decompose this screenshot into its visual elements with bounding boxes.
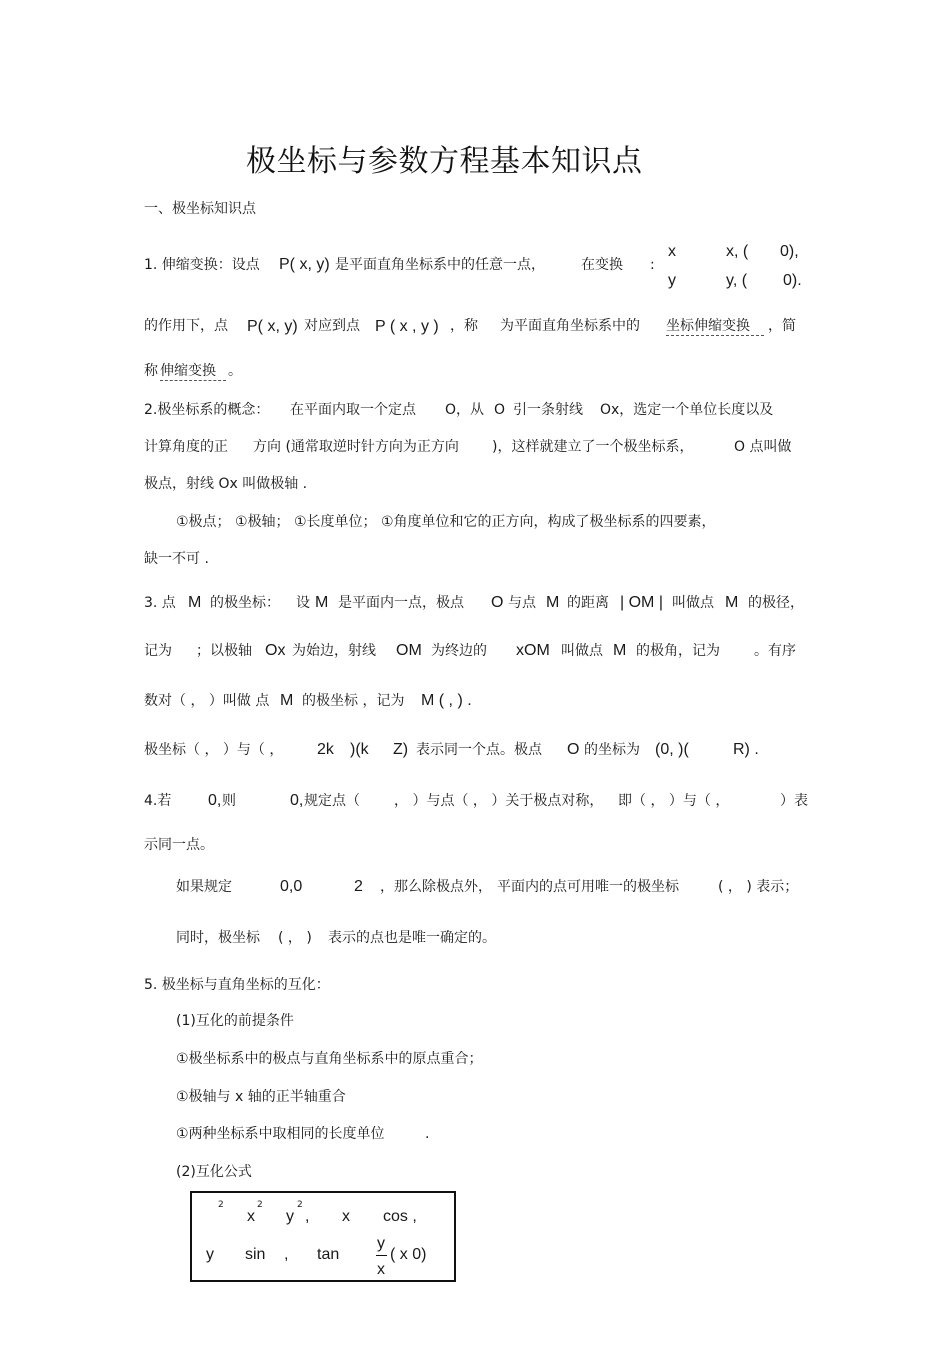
transform-row2-expr: y, ( bbox=[726, 272, 748, 289]
p3-symbol: O bbox=[491, 594, 504, 611]
p3-symbol: M bbox=[546, 594, 560, 611]
p1-point-image: P ( x , y ) bbox=[375, 318, 439, 335]
p1-point: P( x, y) bbox=[279, 256, 330, 273]
formula-symbol: tan bbox=[317, 1246, 340, 1263]
p4-text: ( ， ) bbox=[278, 930, 312, 946]
p3-symbol: M bbox=[315, 594, 329, 611]
p4-text: ， ）与点（ ， ）关于极点对称， bbox=[394, 793, 604, 809]
p3-symbol: xOM bbox=[516, 642, 550, 659]
p1-text: ，简 bbox=[768, 318, 796, 334]
p4-text: 规定点（ bbox=[304, 793, 360, 809]
p3-text: 叫做点 bbox=[561, 643, 603, 659]
p4-text: 平面内的点可用唯一的极坐标 bbox=[497, 879, 679, 895]
p4-text: 如果规定 bbox=[176, 879, 232, 895]
p5-period: . bbox=[425, 1126, 430, 1142]
p3-symbol: )(k bbox=[350, 741, 369, 758]
transform-row1-cond: 0), bbox=[780, 243, 799, 260]
p3-text: 为终边的 bbox=[431, 643, 487, 659]
p3-symbol: M bbox=[188, 594, 202, 611]
term-scaling-short: 伸缩变换 bbox=[160, 364, 226, 381]
formula-symbol: , bbox=[284, 1246, 289, 1263]
p1-colon: : bbox=[650, 257, 655, 273]
p2-text: 在平面内取一个定点 bbox=[290, 402, 416, 418]
p3-text: 的极坐标： bbox=[210, 595, 280, 611]
p3-text: 表示同一个点。极点 bbox=[416, 742, 542, 758]
p4-text: 表示的点也是唯一确定的。 bbox=[328, 930, 496, 946]
formula-symbol: sin bbox=[245, 1246, 266, 1263]
p3-symbol: (0, )( bbox=[655, 741, 689, 758]
p3-text: 的极坐标 ，记为 bbox=[302, 693, 405, 709]
p1-text: 称 bbox=[144, 363, 158, 379]
p3-text: ；以极轴 bbox=[196, 643, 252, 659]
transform-row1-var: x bbox=[668, 243, 676, 260]
p2-text: O，从 bbox=[445, 402, 485, 418]
p4-text: ，那么除极点外， bbox=[380, 879, 492, 895]
transform-row2-var: y bbox=[668, 272, 676, 289]
p4-text: ）表 bbox=[780, 793, 808, 809]
p2-text: Ox，选定一个单位长度以及 bbox=[600, 402, 774, 418]
p3-text: 极坐标（ ， ）与（ ， bbox=[144, 742, 284, 758]
p5-list-item: ①两种坐标系中取相同的长度单位 bbox=[176, 1126, 385, 1142]
p2-text: O bbox=[494, 402, 506, 418]
p1-text: 在变换 bbox=[581, 257, 623, 273]
p1-text: 为平面直角坐标系中的 bbox=[500, 318, 640, 334]
p5-list-item: ①极坐标系中的极点与直角坐标系中的原点重合； bbox=[176, 1051, 483, 1067]
p1-text: 的作用下，点 bbox=[144, 318, 228, 334]
p3-text: 记为 bbox=[144, 643, 172, 659]
p3-symbol: | OM | bbox=[620, 594, 663, 611]
p4-symbol: 2 bbox=[354, 878, 363, 895]
p4-text: 4.若 bbox=[144, 793, 172, 809]
p3-symbol: OM bbox=[396, 642, 422, 659]
formula-symbol: x bbox=[247, 1208, 255, 1225]
formula-box bbox=[190, 1191, 456, 1282]
formula-symbol: x bbox=[342, 1208, 350, 1225]
p2-text: )，这样就建立了一个极坐标系， bbox=[492, 439, 694, 455]
p3-text: 的坐标为 bbox=[584, 742, 640, 758]
transform-row1-expr: x, ( bbox=[726, 243, 749, 260]
term-scaling-transform: 坐标伸缩变换 bbox=[666, 319, 764, 336]
p1-point: P( x, y) bbox=[247, 318, 298, 335]
p3-symbol: O bbox=[567, 741, 580, 758]
transform-row2-cond: 0). bbox=[783, 272, 802, 289]
p2-list: ①极点； ①极轴； ①长度单位； ①角度单位和它的正方向，构成了极坐标系的四要素， bbox=[176, 514, 716, 530]
p3-text: 的极角，记为 bbox=[636, 643, 720, 659]
p4-symbol: 0, bbox=[290, 792, 304, 809]
p1-text: 是平面直角坐标系中的任意一点， bbox=[335, 257, 545, 273]
p3-text: 的极径， bbox=[748, 595, 804, 611]
p3-text: 是平面内一点，极点 bbox=[338, 595, 464, 611]
formula-superscript: 2 bbox=[297, 1200, 303, 1210]
p3-text: 。有序 bbox=[754, 643, 796, 659]
page-title: 极坐标与参数方程基本知识点 bbox=[246, 144, 643, 179]
p3-text: 与点 bbox=[508, 595, 536, 611]
p5-subheading: (2)互化公式 bbox=[176, 1164, 252, 1180]
p1-text: ，称 bbox=[450, 318, 478, 334]
p2-text: 方向 (通常取逆时针方向为正方向 bbox=[253, 439, 459, 455]
p3-symbol: R) . bbox=[733, 741, 759, 758]
p3-symbol: Ox bbox=[265, 642, 286, 659]
p4-symbol: 0, bbox=[208, 792, 222, 809]
formula-symbol: cos , bbox=[383, 1208, 417, 1225]
p2-text: 缺一不可 . bbox=[144, 551, 209, 567]
p5-list-item: ①极轴与 x 轴的正半轴重合 bbox=[176, 1089, 346, 1105]
p3-text: 设 bbox=[296, 595, 310, 611]
p3-symbol: M bbox=[280, 692, 294, 709]
formula-condition: ( x 0) bbox=[390, 1246, 427, 1263]
p4-text: 即（ ， ）与（ ， bbox=[618, 793, 730, 809]
p3-symbol: M bbox=[613, 642, 627, 659]
p4-text: 同时，极坐标 bbox=[176, 930, 260, 946]
p3-symbol: M ( , ) . bbox=[421, 692, 472, 709]
formula-symbol: y bbox=[206, 1246, 214, 1263]
p2-text: 引一条射线 bbox=[513, 402, 583, 418]
p3-text: 3. 点 bbox=[144, 595, 176, 611]
p3-text: 的距离 bbox=[567, 595, 609, 611]
p3-text: 叫做点 bbox=[672, 595, 714, 611]
p4-text: ( ， ) 表示； bbox=[718, 879, 799, 895]
p4-text: 则 bbox=[222, 793, 236, 809]
fraction-denominator: x bbox=[377, 1261, 385, 1278]
fraction-numerator: y bbox=[377, 1235, 385, 1252]
p3-text: 数对（ ， ）叫做 点 bbox=[144, 693, 270, 709]
p1-text: 1. 伸缩变换：设点 bbox=[144, 257, 260, 273]
p2-text: 极点，射线 Ox 叫做极轴 . bbox=[144, 476, 308, 492]
p1-text: 。 bbox=[228, 363, 242, 379]
p3-symbol: 2k bbox=[317, 741, 334, 758]
p2-text: 2.极坐标系的概念： bbox=[144, 402, 270, 418]
formula-superscript: 2 bbox=[218, 1200, 224, 1210]
p3-symbol: Z) bbox=[393, 741, 409, 758]
p3-text: 为始边，射线 bbox=[292, 643, 376, 659]
p5-subheading: (1)互化的前提条件 bbox=[176, 1013, 294, 1029]
p2-text: O 点叫做 bbox=[734, 439, 792, 455]
p4-symbol: 0,0 bbox=[280, 878, 303, 895]
section-heading: 一、极坐标知识点 bbox=[144, 201, 256, 217]
p2-text: 计算角度的正 bbox=[144, 439, 228, 455]
p3-symbol: M bbox=[725, 594, 739, 611]
fraction-bar bbox=[376, 1255, 387, 1256]
p5-heading: 5. 极坐标与直角坐标的互化： bbox=[144, 977, 330, 993]
formula-symbol: , bbox=[305, 1208, 310, 1225]
formula-symbol: y bbox=[286, 1208, 294, 1225]
formula-superscript: 2 bbox=[257, 1200, 263, 1210]
p1-text: 对应到点 bbox=[304, 318, 360, 334]
p4-text: 示同一点。 bbox=[144, 837, 214, 853]
